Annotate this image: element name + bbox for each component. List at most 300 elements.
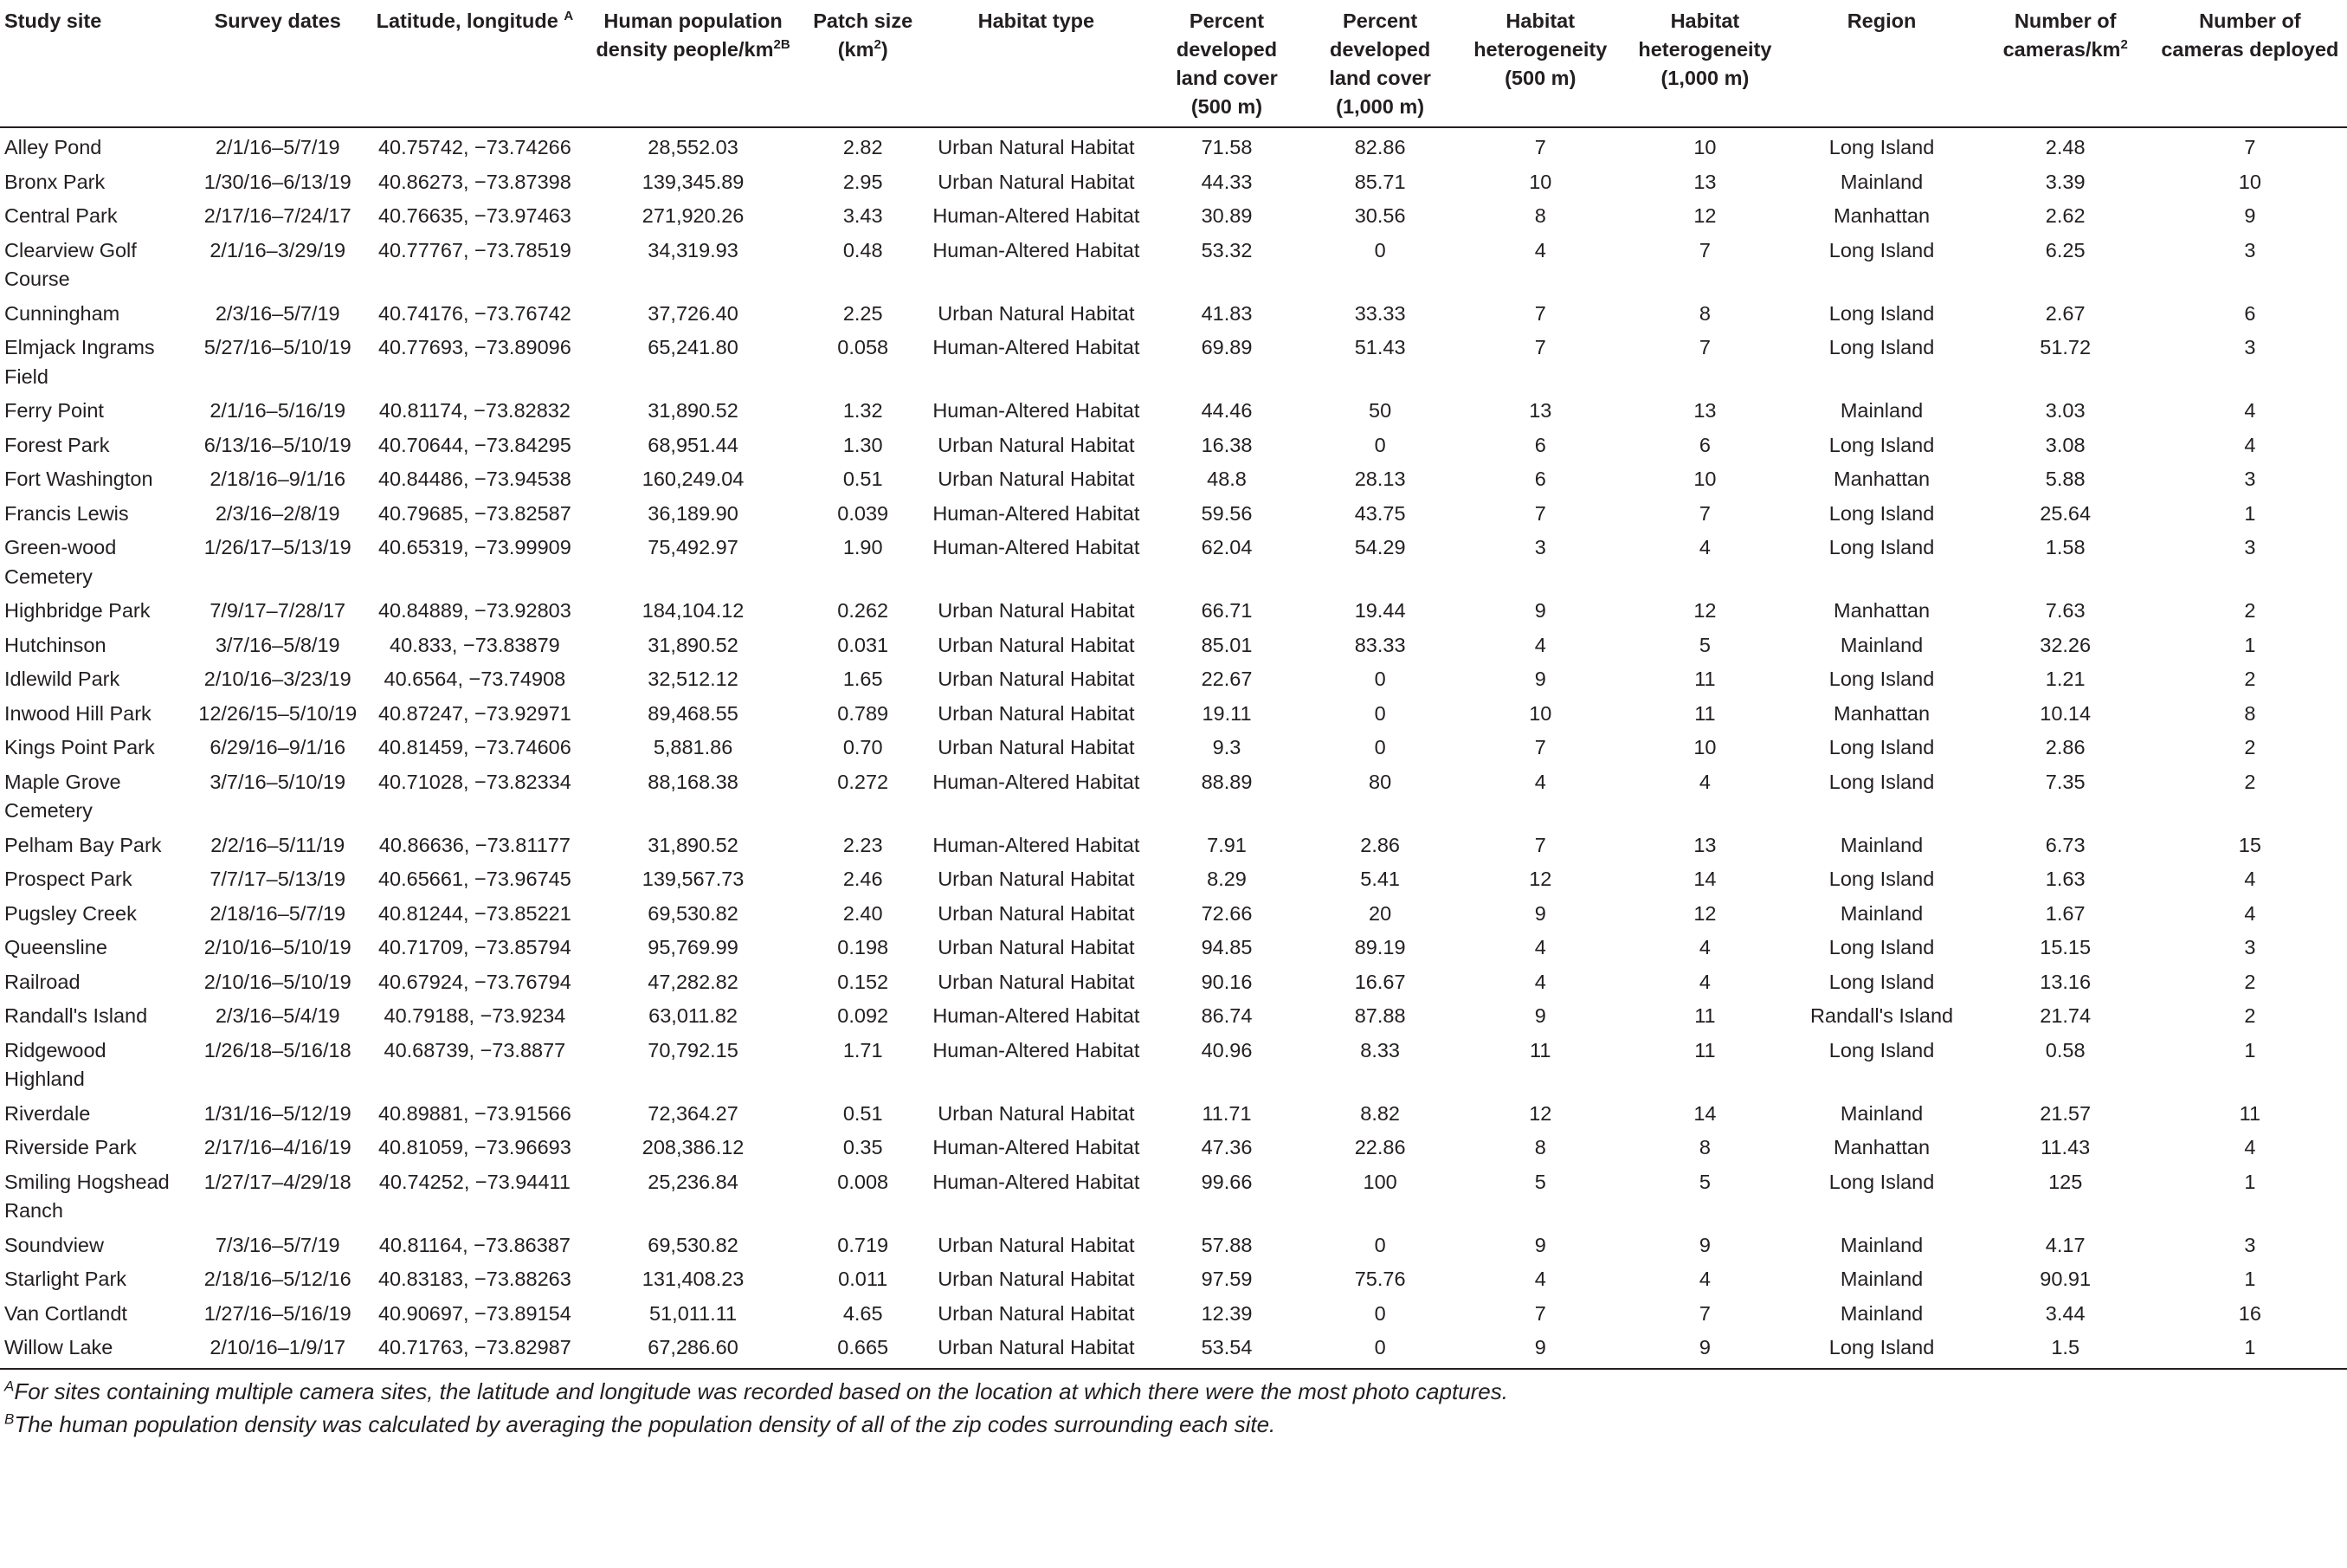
table-cell: 40.71028, −73.82334 — [377, 770, 571, 793]
table-cell: 25.64 — [2040, 501, 2092, 525]
table-cell: 22.67 — [1201, 668, 1253, 690]
footnote — [0, 1375, 2347, 1408]
table-cell: 13 — [1693, 833, 1717, 856]
table-cell: 8.29 — [1207, 868, 1247, 890]
study-site-cell: Riverdale — [4, 1101, 91, 1125]
table-cell: 9 — [1534, 901, 1546, 925]
column-header-superscript: 2 — [2120, 37, 2128, 53]
table-cell: 13.16 — [2040, 970, 2092, 993]
column-header-label: Survey dates — [214, 10, 341, 32]
table-cell: Urban Natural Habitat — [938, 468, 1135, 490]
table-cell: 34,319.93 — [648, 238, 738, 261]
table-cell: Urban Natural Habitat — [938, 868, 1135, 890]
table-cell: Long Island — [1828, 433, 1935, 456]
table-cell: 0 — [1374, 701, 1386, 725]
table-cell: 40.89881, −73.91566 — [377, 1101, 571, 1125]
column-header — [366, 0, 583, 127]
table-cell: 2.86 — [2045, 736, 2086, 758]
table-cell: Manhattan — [1834, 701, 1931, 725]
table-cell: Urban Natural Habitat — [938, 599, 1135, 622]
table-cell: 90.16 — [1201, 970, 1253, 993]
table-cell: 1.58 — [2045, 536, 2086, 558]
table-cell: 4 — [1699, 970, 1711, 993]
table-cell: Long Island — [1828, 136, 1935, 158]
table-cell: 87.88 — [1354, 1004, 1406, 1027]
table-row — [0, 429, 2347, 464]
table-cell: 14 — [1693, 868, 1717, 890]
table-cell: 40.70644, −73.84295 — [377, 433, 571, 456]
table-cell: 1.90 — [842, 536, 883, 558]
table-cell: 0.35 — [842, 1136, 883, 1158]
table-cell: 47,282.82 — [648, 970, 738, 993]
table-cell: Long Island — [1828, 301, 1935, 325]
table-cell: 139,567.73 — [642, 868, 745, 890]
table-cell: 3 — [2244, 336, 2256, 358]
table-cell: 7/3/16–5/7/19 — [215, 1233, 340, 1256]
table-cell: Human-Altered Habitat — [932, 1004, 1140, 1027]
table-cell: 65,241.80 — [648, 336, 738, 358]
table-cell: 7 — [2244, 136, 2256, 158]
table-cell: Long Island — [1828, 336, 1935, 358]
table-cell: 51.72 — [2040, 336, 2092, 358]
table-cell: Urban Natural Habitat — [938, 301, 1135, 325]
study-site-cell: Ridgewood Highland — [4, 1038, 106, 1090]
study-site-cell: Queensline — [4, 936, 107, 958]
study-site-cell: Green-wood Cemetery — [4, 536, 117, 588]
table-cell: 1/31/16–5/12/19 — [203, 1101, 351, 1125]
table-cell: 184,104.12 — [642, 599, 745, 622]
table-cell: 160,249.04 — [642, 468, 745, 490]
table-cell: 11 — [1694, 1038, 1716, 1061]
table-cell: 131,408.23 — [642, 1268, 745, 1290]
table-cell: 40.86273, −73.87398 — [377, 170, 571, 193]
table-cell: 66.71 — [1201, 599, 1253, 622]
column-header-label: Habitat type — [977, 10, 1095, 32]
table-cell: 4 — [1534, 633, 1546, 656]
table-row — [0, 1332, 2347, 1369]
table-cell: 2/17/16–7/24/17 — [203, 204, 351, 227]
table-cell: 1 — [2244, 633, 2256, 656]
table-cell: 82.86 — [1354, 136, 1406, 158]
table-cell: 28.13 — [1354, 468, 1406, 490]
study-site-cell: Willow Lake — [0, 1332, 189, 1369]
table-cell: 3 — [2244, 238, 2256, 261]
table-cell: Long Island — [1828, 1170, 1935, 1193]
table-cell: 6 — [1534, 468, 1546, 490]
table-cell: 40.71709, −73.85794 — [377, 936, 571, 958]
table-cell: 0 — [1374, 668, 1386, 690]
table-cell: 1.71 — [842, 1038, 883, 1061]
table-cell: Human-Altered Habitat — [932, 1170, 1140, 1193]
table-cell: 16 — [2238, 1301, 2261, 1325]
table-cell: 0 — [1374, 1233, 1386, 1256]
table-cell: 11 — [1530, 1038, 1551, 1061]
table-cell: 12/26/15–5/10/19 — [198, 701, 358, 725]
table-cell: 4 — [2244, 1136, 2256, 1158]
table-cell: 3.44 — [2045, 1301, 2086, 1325]
table-cell: 9 — [1624, 1332, 1785, 1369]
table-cell: 40.75742, −73.74266 — [377, 136, 571, 158]
table-cell: 2 — [2244, 599, 2256, 622]
table-cell: 67,286.60 — [583, 1332, 803, 1369]
table-cell: 75.76 — [1354, 1268, 1406, 1290]
table-cell: 2.46 — [842, 868, 883, 890]
table-row — [0, 395, 2347, 429]
table-cell: Human-Altered Habitat — [932, 501, 1140, 525]
study-site-cell: Ferry Point — [4, 399, 104, 422]
table-cell: 1.65 — [842, 668, 883, 690]
table-row — [0, 1035, 2347, 1098]
table-cell: 3 — [2244, 468, 2256, 490]
table-cell: 50 — [1369, 399, 1392, 422]
column-header — [2153, 0, 2347, 127]
table-cell: 7.91 — [1207, 833, 1247, 856]
study-site-cell: Soundview — [4, 1233, 104, 1256]
table-cell: 3 — [1534, 536, 1546, 558]
table-cell: Long Island — [1828, 1038, 1935, 1061]
table-cell: 69,530.82 — [648, 901, 738, 925]
table-cell: 40.67924, −73.76794 — [377, 970, 571, 993]
table-cell: 40.68739, −73.8877 — [384, 1038, 566, 1061]
column-header-superscript: 2B — [773, 37, 790, 53]
table-cell: 6.25 — [2045, 238, 2086, 261]
table-cell: 7 — [1534, 1301, 1546, 1325]
table-cell: 12 — [1529, 868, 1552, 890]
table-cell: 40.74252, −73.94411 — [378, 1170, 571, 1193]
table-row — [0, 235, 2347, 298]
table-cell: 5/27/16–5/10/19 — [203, 336, 351, 358]
table-row — [0, 532, 2347, 595]
table-cell: 10 — [1693, 136, 1717, 158]
table-cell: 0 — [1374, 433, 1386, 456]
table-cell: Human-Altered Habitat — [932, 1038, 1140, 1061]
table-cell: 0.719 — [837, 1233, 889, 1256]
table-cell: 8 — [2244, 701, 2256, 725]
table-cell: Randall's Island — [1809, 1004, 1954, 1027]
table-cell: 40.81459, −73.74606 — [377, 736, 571, 758]
table-cell: Long Island — [1828, 536, 1935, 558]
table-cell: 9 — [1699, 1233, 1711, 1256]
table-cell: 2.48 — [2045, 136, 2086, 158]
table-cell: 40.65661, −73.96745 — [377, 868, 571, 890]
table-cell: 7/7/17–5/13/19 — [210, 868, 346, 890]
table-cell: 2 — [2244, 668, 2256, 690]
table-row — [0, 332, 2347, 395]
table-cell: 32,512.12 — [648, 668, 738, 690]
table-cell: 53.32 — [1201, 238, 1253, 261]
table-cell: Manhattan — [1834, 1136, 1931, 1158]
table-cell: 0.51 — [842, 468, 883, 490]
table-cell: 4.17 — [2045, 1233, 2086, 1256]
table-cell: Urban Natural Habitat — [938, 701, 1135, 725]
table-cell: 2/2/16–5/11/19 — [210, 833, 345, 856]
table-cell: 40.90697, −73.89154 — [377, 1301, 571, 1325]
table-cell: 40.71763, −73.82987 — [366, 1332, 583, 1369]
table-cell: 48.8 — [1207, 468, 1247, 490]
table-cell: 0.70 — [842, 736, 883, 758]
table-row — [0, 732, 2347, 766]
table-cell: 21.57 — [2040, 1101, 2092, 1125]
study-site-cell: Forest Park — [4, 433, 110, 456]
table-row — [0, 898, 2347, 932]
table-cell: 59.56 — [1201, 501, 1253, 525]
column-header-label: Region — [1847, 10, 1917, 32]
table-cell: 7/9/17–7/28/17 — [210, 599, 346, 622]
table-cell: Manhattan — [1834, 468, 1931, 490]
table-cell: 2/1/16–5/16/19 — [210, 399, 346, 422]
table-cell: 6 — [2244, 301, 2256, 325]
table-cell: 1.5 — [1978, 1332, 2153, 1369]
table-cell: Human-Altered Habitat — [932, 833, 1140, 856]
table-cell: 2/18/16–9/1/16 — [210, 468, 346, 490]
table-cell: 14 — [1693, 1101, 1717, 1125]
table-cell: 80 — [1369, 770, 1392, 793]
table-cell: 2/3/16–5/7/19 — [215, 301, 340, 325]
table-cell: 20 — [1369, 901, 1392, 925]
column-header-label: Study site — [4, 10, 102, 32]
table-cell: 4 — [1534, 936, 1546, 958]
table-cell: 4 — [1534, 970, 1546, 993]
table-cell: 0.008 — [837, 1170, 889, 1193]
study-site-cell: Pugsley Creek — [4, 901, 137, 925]
table-cell: 2/1/16–5/7/19 — [215, 136, 340, 158]
table-cell: 1/26/18–5/16/18 — [203, 1038, 351, 1061]
table-cell: 4 — [2244, 901, 2256, 925]
table-cell: Urban Natural Habitat — [938, 170, 1135, 193]
table-cell: 40.83183, −73.88263 — [377, 1268, 571, 1290]
table-cell: 7 — [1699, 336, 1711, 358]
table-cell: Mainland — [1840, 901, 1924, 925]
table-cell: 12 — [1693, 204, 1717, 227]
table-cell: 68,951.44 — [648, 433, 738, 456]
table-cell: 2.82 — [842, 136, 883, 158]
table-cell: 3.03 — [2045, 399, 2086, 422]
column-header-label: Number of cameras/km — [2002, 10, 2121, 61]
table-cell: 0 — [1304, 1332, 1456, 1369]
table-cell: 1 — [2244, 1268, 2256, 1290]
table-cell: 5 — [1534, 1170, 1546, 1193]
table-cell: 36,189.90 — [648, 501, 738, 525]
table-cell: 9 — [2244, 204, 2256, 227]
table-cell: 9 — [1456, 1332, 1624, 1369]
table-cell: Urban Natural Habitat — [938, 633, 1135, 656]
column-header-superscript: 2 — [874, 37, 881, 53]
table-cell: 10 — [1529, 701, 1552, 725]
table-cell: 31,890.52 — [648, 633, 738, 656]
table-cell: 2.40 — [842, 901, 883, 925]
table-cell: 9 — [1534, 1233, 1546, 1256]
table-cell: 6.73 — [2045, 833, 2086, 856]
table-cell: Long Island — [1828, 868, 1935, 890]
table-cell: Urban Natural Habitat — [938, 1233, 1135, 1256]
table-cell: 7 — [1699, 1301, 1711, 1325]
table-cell: 86.74 — [1201, 1004, 1253, 1027]
table-cell: 1/27/16–5/16/19 — [203, 1301, 351, 1325]
table-cell: 44.33 — [1201, 170, 1253, 193]
table-cell: 6 — [1699, 433, 1711, 456]
column-header — [189, 0, 366, 127]
table-row — [0, 932, 2347, 966]
table-row — [0, 166, 2347, 201]
table-cell: 4 — [1699, 536, 1711, 558]
table-row — [0, 463, 2347, 498]
column-header-suffix: ) — [880, 38, 888, 61]
table-cell: 47.36 — [1201, 1136, 1253, 1158]
table-cell: 40.84889, −73.92803 — [377, 599, 571, 622]
table-cell: 69.89 — [1201, 336, 1253, 358]
table-cell: 21.74 — [2040, 1004, 2092, 1027]
table-row — [0, 1098, 2347, 1132]
table-cell: 40.833, −73.83879 — [390, 633, 560, 656]
table-cell: 7.63 — [2045, 599, 2086, 622]
column-header — [923, 0, 1150, 127]
column-header — [1624, 0, 1785, 127]
table-cell: Urban Natural Habitat — [938, 668, 1135, 690]
column-header — [583, 0, 803, 127]
footnote-mark: B — [4, 1410, 15, 1427]
table-cell: 2/18/16–5/7/19 — [210, 901, 346, 925]
table-cell: 2.62 — [2045, 204, 2086, 227]
table-cell: 3.43 — [842, 204, 883, 227]
table-cell: Mainland — [1840, 399, 1924, 422]
table-cell: 2.86 — [1360, 833, 1400, 856]
table-cell: 9 — [1534, 668, 1546, 690]
table-cell: 2/3/16–5/4/19 — [215, 1004, 340, 1027]
table-cell: 125 — [2048, 1170, 2083, 1193]
table-cell: 2.23 — [842, 833, 883, 856]
table-cell: 2 — [2244, 970, 2256, 993]
table-cell: 3 — [2244, 936, 2256, 958]
table-cell: 208,386.12 — [642, 1136, 745, 1158]
study-site-cell: Smiling Hogshead Ranch — [4, 1170, 170, 1222]
table-row — [0, 829, 2347, 864]
table-cell: Urban Natural Habitat — [938, 936, 1135, 958]
study-site-cell: Railroad — [4, 970, 81, 993]
table-cell: 1 — [2244, 501, 2256, 525]
table-cell: 89.19 — [1354, 936, 1406, 958]
column-header — [1150, 0, 1304, 127]
table-cell: 2.67 — [2045, 301, 2086, 325]
table-cell: 11.43 — [2041, 1136, 2091, 1158]
study-site-cell: Cunningham — [4, 301, 120, 325]
study-site-cell: Francis Lewis — [4, 501, 129, 525]
column-header-label: Habitat heterogeneity (1,000 m) — [1638, 10, 1772, 89]
table-cell: Mainland — [1840, 633, 1924, 656]
table-cell: 4 — [2244, 868, 2256, 890]
table-cell: 2/10/16–5/10/19 — [203, 970, 351, 993]
table-cell: 85.01 — [1201, 633, 1253, 656]
table-cell: 100 — [1363, 1170, 1397, 1193]
table-cell: Long Island — [1785, 1332, 1977, 1369]
table-cell: 40.65319, −73.99909 — [377, 536, 571, 558]
table-cell: Urban Natural Habitat — [938, 1101, 1135, 1125]
footnote — [0, 1408, 2347, 1441]
table-cell: 9 — [1534, 599, 1546, 622]
table-cell: 7 — [1534, 501, 1546, 525]
table-cell: 7 — [1699, 238, 1711, 261]
table-cell: 8 — [1534, 1136, 1546, 1158]
table-cell: 16.38 — [1201, 433, 1253, 456]
table-cell: 32.26 — [2040, 633, 2092, 656]
table-cell: 10 — [2238, 170, 2261, 193]
table-cell: 0.031 — [837, 633, 889, 656]
table-cell: 25,236.84 — [648, 1170, 738, 1193]
table-cell: Long Island — [1828, 501, 1935, 525]
table-cell: 88,168.38 — [648, 770, 738, 793]
table-cell: 40.74176, −73.76742 — [377, 301, 571, 325]
table-cell: 0 — [1374, 238, 1386, 261]
table-cell: 94.85 — [1201, 936, 1253, 958]
table-cell: 0.51 — [842, 1101, 883, 1125]
table-cell: 63,011.82 — [648, 1004, 738, 1027]
table-cell: 4 — [2244, 399, 2256, 422]
table-cell: 2/18/16–5/12/16 — [203, 1268, 351, 1290]
table-cell: 4 — [1699, 1268, 1711, 1290]
study-site-cell: Idlewild Park — [4, 668, 120, 690]
table-cell: 9 — [1534, 1004, 1546, 1027]
table-cell: 43.75 — [1354, 501, 1406, 525]
table-cell: 10 — [1529, 170, 1552, 193]
table-cell: Human-Altered Habitat — [932, 770, 1140, 793]
table-row — [0, 766, 2347, 829]
table-cell: 2 — [2244, 770, 2256, 793]
table-cell: 11 — [1694, 701, 1716, 725]
table-cell: 1.67 — [2045, 901, 2086, 925]
table-cell: 0.092 — [837, 1004, 889, 1027]
table-cell: 15 — [2238, 833, 2261, 856]
table-cell: 0.152 — [837, 970, 889, 993]
table-cell: Long Island — [1828, 238, 1935, 261]
table-cell: Mainland — [1840, 1101, 1924, 1125]
table-cell: 1 — [2244, 1038, 2256, 1061]
table-cell: 40.79188, −73.9234 — [384, 1004, 566, 1027]
study-site-cell: Van Cortlandt — [4, 1301, 127, 1325]
table-cell: 40.81174, −73.82832 — [378, 399, 571, 422]
table-cell: 8 — [1699, 301, 1711, 325]
table-cell: 4.65 — [842, 1301, 883, 1325]
table-cell: 40.84486, −73.94538 — [377, 468, 571, 490]
table-row — [0, 1132, 2347, 1166]
column-header-label: Patch size (km — [813, 10, 913, 61]
table-cell: 1 — [2153, 1332, 2347, 1369]
table-cell: 11 — [1694, 668, 1716, 690]
table-cell: 12 — [1529, 1101, 1552, 1125]
table-cell: Urban Natural Habitat — [938, 433, 1135, 456]
table-cell: Urban Natural Habitat — [938, 970, 1135, 993]
table-cell: Mainland — [1840, 1233, 1924, 1256]
table-cell: 3 — [2244, 536, 2256, 558]
table-cell: 0.58 — [2045, 1038, 2086, 1061]
table-row — [0, 698, 2347, 732]
table-cell: 0.058 — [837, 336, 889, 358]
table-cell: 15.15 — [2040, 936, 2092, 958]
table-cell: 5,881.86 — [653, 736, 733, 758]
table-cell: 6/29/16–9/1/16 — [210, 736, 346, 758]
table-cell: 88.89 — [1201, 770, 1253, 793]
column-header — [1304, 0, 1456, 127]
table-cell: 12.39 — [1201, 1301, 1253, 1325]
table-cell: 3/7/16–5/10/19 — [210, 770, 346, 793]
table-cell: 31,890.52 — [648, 833, 738, 856]
table-cell: 40.76635, −73.97463 — [377, 204, 571, 227]
table-cell: 5.88 — [2045, 468, 2086, 490]
table-cell: 12 — [1693, 599, 1717, 622]
column-header-label: Number of cameras deployed — [2161, 10, 2339, 61]
table-cell: 4 — [1699, 936, 1711, 958]
table-cell: 57.88 — [1201, 1233, 1253, 1256]
table-cell: 2/17/16–4/16/19 — [203, 1136, 351, 1158]
table-cell: 40.81244, −73.85221 — [377, 901, 571, 925]
